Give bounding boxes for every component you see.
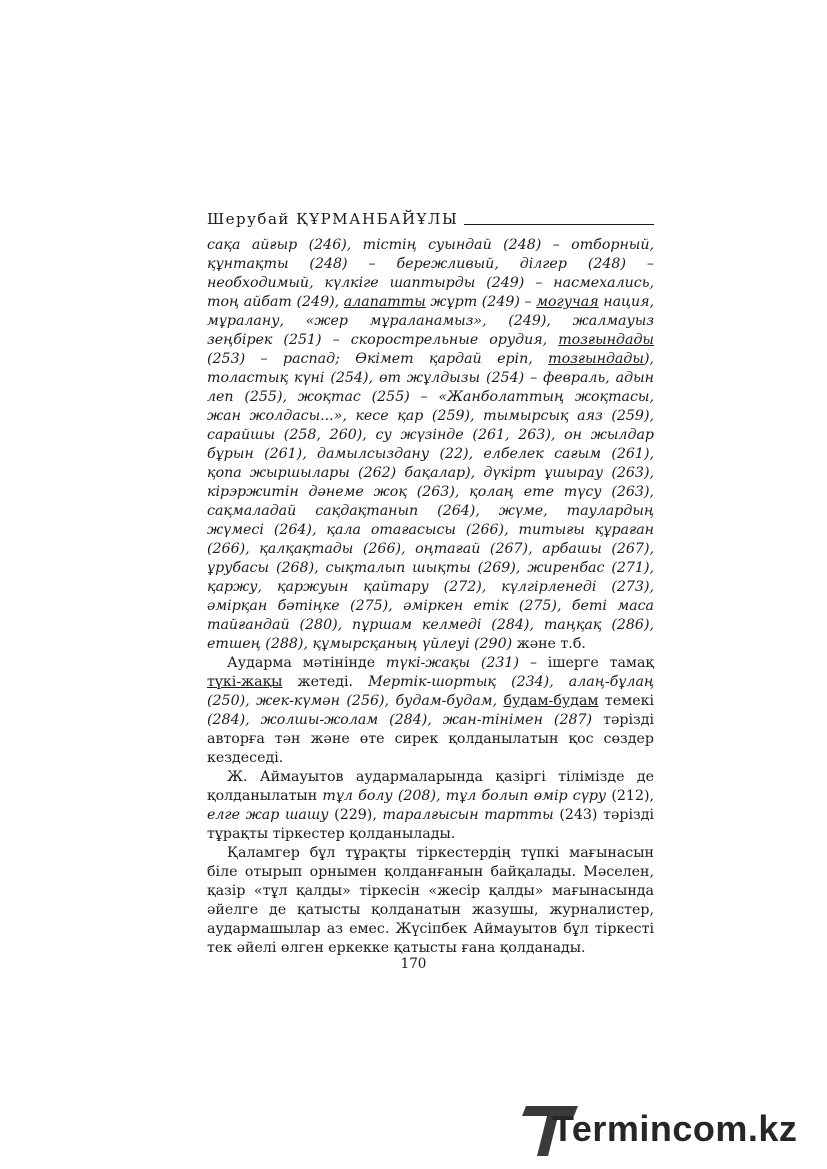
termincom-logo[interactable] — [520, 1100, 820, 1160]
text-run: Мертік-шортық (234), алаң-бұлаң (250), жек-күмән (256), будам-будам, — [207, 674, 655, 709]
text-run: тозғындады — [548, 351, 644, 367]
text-run: сақа айғыр (246), тістің суындай (248) – отборный, құнтақты (248) – бережливый, ділгер (248) – необходимый, күлкіге шаптырды (249) – насмехались, тоң айбат (249), — [207, 237, 654, 310]
text-run: елге жар шашу — [207, 807, 329, 823]
header-author: Шерубай ҚҰРМАНБАЙҰЛЫ — [207, 210, 459, 228]
paragraph-1 — [207, 236, 654, 654]
logo-text: Termincom.kz — [552, 1108, 798, 1149]
text-run: (253) – распад; Өкімет қардай еріп, — [207, 351, 549, 367]
text-run: алапатты — [343, 294, 426, 310]
running-header — [207, 210, 654, 228]
text-run: могучая — [536, 294, 599, 310]
paragraph-4: Қаламгер бұл тұрақты тіркестердің түпкі мағынасын біле отырып орнымен қолданғанын байқалады. Мәселен, қазір «тұл қалды» тіркесін «жесір қалды» мағынасында әйелге де қатысты қолданатын жазушы, журналистер, аудармашылар аз емес. Жүсіпбек Аймауытов бұл тіркесті тек әйелі өлген еркекке қатысты ғана қолданады. — [207, 845, 654, 956]
text-run: темекі — [598, 693, 655, 709]
text-run: будам-будам — [503, 693, 599, 709]
text-run: (212), — [606, 788, 655, 804]
text-run: тұл болу (208), тұл болып өмір сүру — [322, 788, 607, 804]
text-run: таралғысын тартты — [382, 807, 554, 823]
text-run: (284), жолшы-жолам (284), жан-тінімен (287) — [207, 712, 593, 728]
text-run: түкі-жақы — [207, 674, 283, 690]
text-run: (243) тәрізді тұрақты тіркестер қолданылады. — [207, 807, 654, 842]
text-run: жетеді. — [282, 674, 369, 690]
text-run: (229), — [328, 807, 383, 823]
text-run: – ішерге тамақ — [518, 655, 655, 671]
page-body — [207, 236, 654, 958]
text-run: түкі-жақы (231) — [385, 655, 519, 671]
paragraph-2 — [207, 654, 654, 768]
text-run: ), толастық күні (254), өт жұлдызы (254) – февраль, адын леп (255), жоқтас (255) – «Жанболаттың жоқтасы, жан жолдасы...», кесе қар (259), тымырсық аяз (259), сарайшы (258, 260), су жүзінде (261, 263), он жылдар бұрын (261), дамылсыздану (22), елбелек сағым (261), қопа жыршылары (262) бақалар), дүкірт ұшырау (263), кірэржитін дәнеме жоқ (263), қолаң ете түсу (263), сақмаладай сақдақтанып (264), жүме, таулардың жүмесі (264), қала отағасысы (266), титығы құраған (266), қалқақтады (266), оңтағай (267), арбашы (267), ұрубасы (268), сықталып шықты (269), жиренбас (271), қаржу, қаржуын қайтару (272), күлгірленеді (273), әмірқан бәтіңке (275), әміркен етік (275), беті маса тайғандай (280), пұршам келмеді (284), таңқақ (286), етшең (288), құмырсқаның үйлеуі (290) — [207, 351, 654, 652]
text-run: Аударма мәтінінде — [227, 655, 386, 671]
text-run: тозғындады — [558, 332, 654, 348]
text-run: тәрізді авторға тән және өте сирек қолданылатын қос сөздер кездеседі. — [207, 712, 654, 766]
text-run: және т.б. — [512, 636, 586, 652]
text-run: жұрт (249) – — [425, 294, 537, 310]
text-run: нация, мұралану, «жер мұраланамыз», (249), жалмауыз зеңбірек (251) – скорострельные орудия, — [207, 294, 654, 348]
header-rule — [464, 224, 654, 225]
page-number: 170 — [400, 956, 427, 972]
text-run: Ж. Аймауытов аудармаларында қазіргі тілімізде де қолданылатын — [207, 769, 654, 804]
paragraph-3 — [207, 768, 654, 844]
